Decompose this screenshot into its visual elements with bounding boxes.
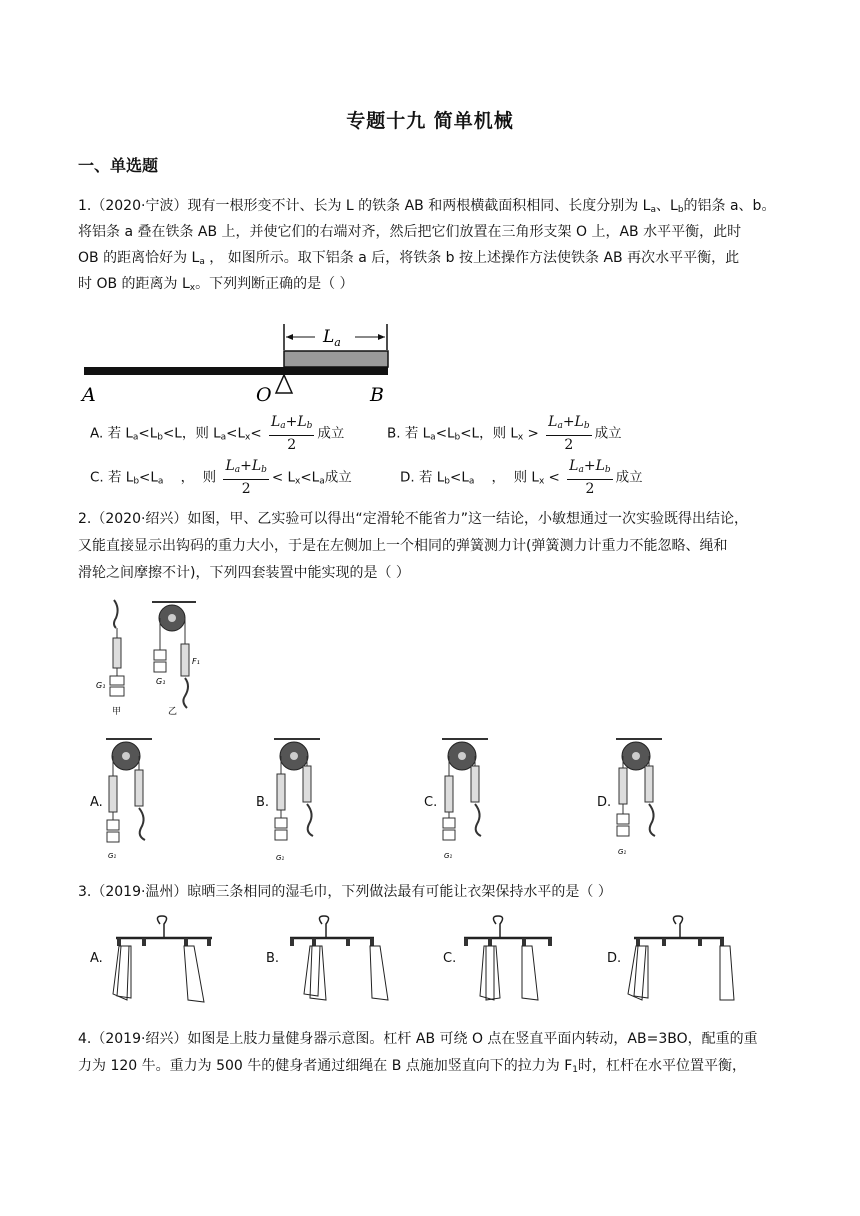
section-heading: 一、单选题 (78, 156, 159, 175)
option-d[interactable]: D. 若 $L_b<L_a$ ， 则 $L_x$ < $\frac{L_a+L_b}{2}$ 成立 (400, 458, 643, 497)
option-b[interactable]: B. 若 $L_a<L_b<L$，则 $L_x$ > $\frac{L_a+L_b}{2}$ 成立 (387, 414, 622, 453)
svg-text:F₁: F₁ (192, 657, 200, 666)
q2-option-c[interactable]: C. (424, 795, 438, 810)
question-4-line2 (78, 1053, 790, 1083)
q1-text: 。下列判断正确的是（ ） (195, 276, 354, 292)
q1-text: 的铝条 a、b。 (683, 198, 776, 214)
fraction: $\frac{L_a+L_b}{2}$ (270, 414, 313, 453)
option-label: C. 若 L (90, 469, 134, 486)
label-jia: 甲 (112, 707, 122, 717)
hanger-option-a-figure (104, 914, 224, 1006)
label-o: O (256, 384, 272, 406)
question-3-line1: 3.（2019·温州）晾晒三条相同的湿毛巾，下列做法最有可能让衣架保持水平的是（ ） (78, 884, 612, 900)
svg-text:G₁: G₁ (276, 854, 285, 862)
pulley-option-a-figure (102, 736, 162, 866)
question-2-line1: 2.（2020·绍兴）如图，甲、乙实验可以得出“定滑轮不能省力”这一结论，小敏想通过一次实验既得出结论， (78, 511, 748, 527)
q1-text: 时 OB 的距离为 L (78, 276, 190, 292)
q1-text: 现有一根形变不计、长为 L 的铁条 AB 和两根横截面积相同、长度分别为 L (187, 198, 651, 214)
iron-bar (84, 367, 388, 375)
question-1-line4 (78, 271, 790, 301)
hanger-option-c-figure (458, 914, 578, 1006)
aluminum-bar (284, 351, 388, 367)
q1-sub: a (199, 257, 205, 267)
svg-text:G₁: G₁ (108, 852, 117, 860)
option-text: 成立 (594, 425, 622, 442)
page-title: 专题十九 简单机械 (346, 110, 514, 132)
pulley-experiment-figure (84, 598, 214, 720)
fraction: $\frac{L_a+L_b}{2}$ (225, 458, 267, 497)
option-c[interactable]: C. 若 $L_b<L_a$ ， 则 $\frac{L_a+L_b}{2}$ < $L_x<L_a$成立 (90, 458, 352, 497)
fraction: $\frac{L_a+L_b}{2}$ (569, 458, 611, 497)
option-text: 成立 (324, 469, 352, 486)
question-2-line3: 滑轮之间摩擦不计)，下列四套装置中能实现的是（ ） (78, 565, 410, 581)
q2-option-b[interactable]: B. (256, 795, 270, 810)
q2-option-a[interactable]: A. (90, 795, 103, 810)
question-source: （2020·宁波） (91, 198, 188, 214)
svg-text:G₁: G₁ (156, 677, 166, 686)
option-label: D. 若 L (400, 469, 445, 486)
question-number: 1. (78, 198, 92, 214)
q2-option-d[interactable]: D. (597, 795, 612, 810)
svg-text:G₁: G₁ (444, 852, 453, 860)
pulley-option-d-figure (612, 736, 672, 866)
label-a: A (82, 384, 96, 406)
question-2-line2: 又能直接显示出钩码的重力大小，于是在左侧加上一个相同的弹簧测力计(弹簧测力计重力不能忽略、绳和 (78, 538, 728, 554)
pulley-option-b-figure (270, 736, 330, 866)
svg-text:G₁: G₁ (96, 681, 106, 690)
q3-option-a[interactable]: A. (90, 951, 103, 966)
svg-text:G₁: G₁ (618, 848, 627, 856)
option-text: 成立 (615, 469, 643, 486)
option-label: A. 若 L (90, 425, 133, 442)
q1-sub: a (650, 205, 656, 215)
q3-option-b[interactable]: B. (266, 951, 280, 966)
pulley-option-c-figure (438, 736, 498, 866)
q3-option-c[interactable]: C. (443, 951, 457, 966)
q1-text: OB 的距离恰好为 L (78, 250, 200, 266)
q4-text: 时，杠杆在水平位置平衡， (578, 1058, 746, 1074)
label-yi: 乙 (168, 707, 178, 717)
fulcrum-triangle (276, 375, 292, 393)
q1-text: 、L (656, 198, 678, 214)
fraction: $\frac{L_a+L_b}{2}$ (548, 414, 590, 453)
q1-sub: b (677, 205, 684, 215)
hanger-option-d-figure (624, 914, 744, 1006)
q1-text: ， 如图所示。取下铝条 a 后，将铁条 b 按上述操作方法使铁条 AB 再次水平平衡，此 (204, 250, 740, 266)
q3-option-d[interactable]: D. (607, 951, 622, 966)
la-label: $L_a$ (323, 327, 341, 349)
question-1-line2: 将铝条 a 叠在铁条 AB 上，并使它们的右端对齐，然后把它们放置在三角形支架 O 上，AB 水平平衡，此时 (78, 224, 742, 240)
hanger-option-b-figure (282, 914, 402, 1006)
option-text: 成立 (317, 425, 345, 442)
q1-sub: x (189, 283, 196, 293)
lever-figure (80, 322, 410, 406)
option-label: B. 若 L (387, 425, 431, 442)
q4-text: 力为 120 牛。重力为 500 牛的健身者通过细绳在 B 点施加竖直向下的拉力为 F (78, 1058, 573, 1074)
question-4-line1: 4.（2019·绍兴）如图是上肢力量健身器示意图。杠杆 AB 可绕 O 点在竖直平面内转动，AB=3BO，配重的重 (78, 1031, 758, 1047)
label-b: B (370, 384, 384, 406)
option-a[interactable]: A. 若 $L_a<L_b<L$，则 $L_a<L_x<$ $\frac{L_a+L_b}{2}$ 成立 (90, 414, 345, 453)
q4-sub: 1 (572, 1065, 578, 1075)
